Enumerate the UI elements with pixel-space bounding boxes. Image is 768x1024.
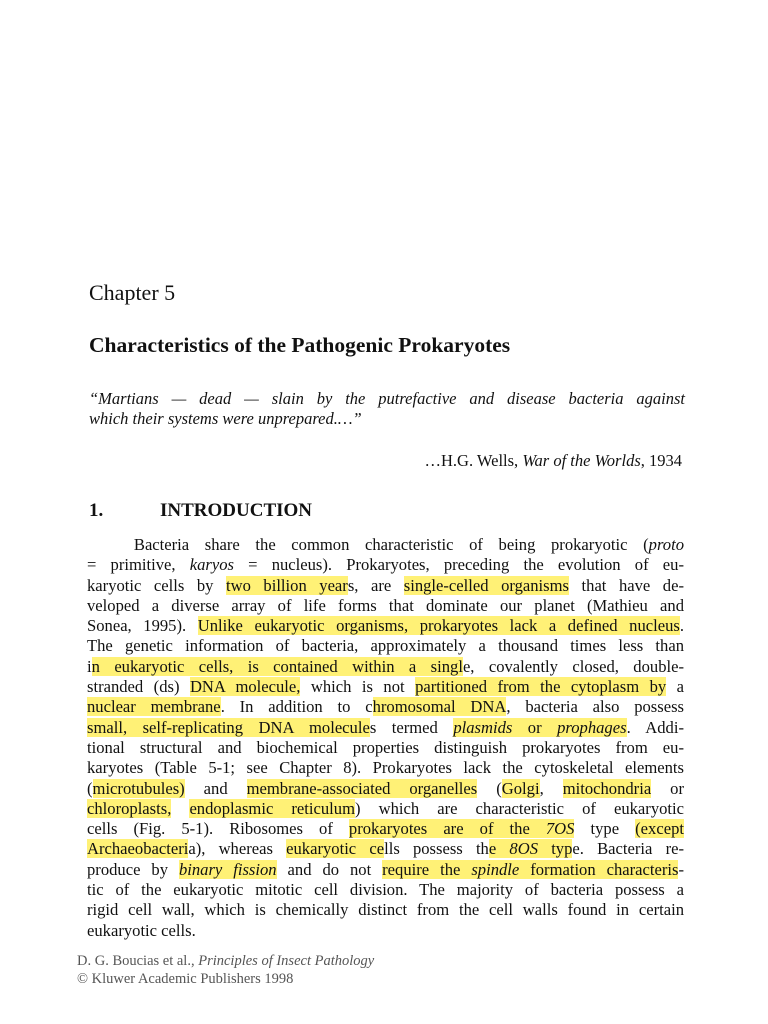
highlighted-text: single-celled organisms bbox=[403, 575, 569, 595]
highlighted-text: chloroplasts, bbox=[87, 798, 172, 818]
text-run: . In addition to c bbox=[220, 697, 373, 717]
text-run: ( bbox=[87, 778, 93, 798]
highlighted-text: spindle bbox=[471, 859, 520, 879]
highlighted-text: e bbox=[488, 839, 510, 859]
text-run: cells (Fig. 5-1). Ribosomes of bbox=[87, 819, 349, 839]
text-run: eukaryotic cells. bbox=[87, 920, 196, 940]
text-run: The genetic information of bacteria, approximately a thousand times less than bbox=[87, 636, 684, 656]
body-line bbox=[87, 718, 684, 738]
highlighted-text: DNA molecule, bbox=[189, 677, 301, 697]
text-run: , bbox=[539, 778, 563, 798]
text-run: tic of the eukaryotic mitotic cell division. The majority of bacteria possess a bbox=[87, 880, 684, 900]
highlighted-text: binary fission bbox=[178, 859, 277, 879]
attribution-work: War of the Worlds bbox=[522, 451, 641, 470]
body-line bbox=[87, 819, 684, 839]
highlighted-text: plasmids bbox=[453, 717, 513, 737]
body-line bbox=[87, 880, 684, 900]
highlighted-text: typ bbox=[538, 839, 573, 859]
body-line bbox=[87, 799, 684, 819]
text-run: a), whereas bbox=[188, 839, 287, 859]
text-run bbox=[171, 799, 189, 818]
text-run: veloped a diverse array of life forms that dominate our planet (Mathieu and bbox=[87, 595, 684, 615]
body-line bbox=[87, 677, 684, 697]
section-title: INTRODUCTION bbox=[160, 500, 313, 521]
text-run: Bacteria share the common characteristic of being prokaryotic ( bbox=[87, 535, 649, 554]
text-run: ) which are characteristic of eukaryotic bbox=[354, 798, 685, 818]
chapter-title: Characteristics of the Pathogenic Prokaryotes bbox=[89, 333, 511, 357]
body-line bbox=[87, 555, 684, 575]
section-heading bbox=[89, 500, 312, 522]
text-run: proto bbox=[648, 535, 684, 554]
body-line bbox=[87, 576, 684, 596]
body-line bbox=[87, 758, 684, 778]
text-run: - bbox=[678, 859, 684, 879]
body-line bbox=[87, 860, 684, 880]
text-run: karyotic cells by bbox=[87, 575, 226, 595]
text-run: lls possess th bbox=[384, 839, 489, 859]
text-run: and bbox=[184, 778, 247, 798]
highlighted-text: partitioned from the cytoplasm by bbox=[415, 677, 667, 697]
highlighted-text: mitochondria bbox=[562, 778, 652, 798]
text-run: tional structural and biochemical properties distinguish prokaryotes from eu- bbox=[87, 737, 684, 757]
highlighted-text: 7OS bbox=[545, 819, 575, 839]
text-run: s termed bbox=[369, 717, 454, 737]
text-run: karyotes (Table 5-1; see Chapter 8). Prokaryotes lack the cytoskeletal elements bbox=[87, 758, 684, 778]
epigraph-line: which their systems were unprepared.…” bbox=[89, 409, 362, 429]
body-line bbox=[87, 900, 684, 920]
text-run: karyos bbox=[189, 555, 234, 575]
body-line bbox=[87, 921, 684, 941]
epigraph-line: “Martians — dead — slain by the putrefactive and disease bacteria against bbox=[89, 389, 685, 408]
highlighted-text: hromosomal DNA bbox=[372, 697, 507, 717]
body-paragraph bbox=[87, 535, 684, 941]
highlighted-text: or bbox=[512, 717, 558, 737]
text-run: type bbox=[574, 819, 636, 839]
body-line bbox=[87, 738, 684, 758]
highlighted-text: (except bbox=[635, 819, 684, 839]
footer-book-title: Principles of Insect Pathology bbox=[198, 953, 375, 969]
attribution-year: , 1934 bbox=[640, 451, 682, 470]
text-run: and do not bbox=[276, 859, 383, 879]
text-run: stranded (ds) bbox=[87, 677, 190, 697]
footer-authors: D. G. Boucias et al., bbox=[77, 953, 199, 969]
text-run: ( bbox=[477, 778, 502, 798]
text-run: , bacteria also possess bbox=[506, 697, 684, 717]
body-line bbox=[87, 697, 684, 717]
highlighted-text: 8OS bbox=[509, 839, 538, 859]
chapter-label: Chapter 5 bbox=[89, 280, 176, 305]
body-line bbox=[87, 779, 684, 799]
text-run: rigid cell wall, which is chemically distinct from the cell walls found in certain bbox=[87, 900, 684, 920]
highlighted-text: membrane-associated organelles bbox=[246, 778, 478, 798]
highlighted-text: formation characteris bbox=[519, 859, 679, 879]
text-run: . Addi- bbox=[626, 717, 684, 737]
text-run: which is not bbox=[300, 677, 416, 697]
highlighted-text: eukaryotic ce bbox=[286, 839, 385, 859]
highlighted-text: Unlike eukaryotic organisms, prokaryotes lack a defined nucleus bbox=[197, 616, 680, 636]
epigraph-attribution bbox=[424, 451, 682, 471]
text-run: = nucleus). Prokaryotes, preceding the evolution of eu- bbox=[233, 555, 684, 575]
attribution-author: …H.G. Wells, bbox=[424, 451, 523, 470]
highlighted-text: microtubules) bbox=[92, 778, 185, 798]
highlighted-text: small, self-replicating DNA molecule bbox=[87, 717, 370, 737]
highlighted-text: nuclear membrane bbox=[87, 697, 221, 717]
body-line bbox=[87, 596, 684, 616]
section-number: 1. bbox=[89, 500, 104, 521]
highlighted-text: n eukaryotic cells, is contained within a singl bbox=[91, 656, 463, 676]
highlighted-text: two billion year bbox=[225, 575, 348, 595]
page-footer bbox=[77, 952, 374, 988]
highlighted-text: prophages bbox=[557, 717, 627, 737]
text-run: e, covalently closed, double- bbox=[462, 656, 684, 676]
text-run: Sonea, 1995). bbox=[87, 616, 198, 636]
epigraph-quote bbox=[89, 388, 685, 429]
highlighted-text: prokaryotes are of the bbox=[348, 819, 546, 839]
text-run: i bbox=[87, 656, 92, 676]
text-run: or bbox=[651, 778, 684, 798]
body-line bbox=[87, 535, 684, 555]
body-line bbox=[87, 839, 684, 859]
highlighted-text: Archaeobacteri bbox=[87, 839, 189, 859]
footer-copyright: © Kluwer Academic Publishers 1998 bbox=[77, 971, 294, 987]
body-line bbox=[87, 657, 684, 677]
text-run: = primitive, bbox=[87, 555, 190, 575]
highlighted-text: Golgi bbox=[501, 778, 540, 798]
highlighted-text: endoplasmic reticulum bbox=[189, 798, 355, 818]
body-line bbox=[87, 616, 684, 636]
highlighted-text: require the bbox=[382, 859, 472, 879]
text-run: that have de- bbox=[569, 575, 684, 595]
text-run: s, are bbox=[347, 575, 404, 595]
text-run: . bbox=[679, 616, 684, 636]
text-run: e. Bacteria re- bbox=[572, 839, 684, 859]
body-line bbox=[87, 636, 684, 656]
text-run: a bbox=[666, 677, 684, 697]
footer-citation bbox=[77, 952, 374, 970]
text-run: produce by bbox=[87, 859, 179, 879]
